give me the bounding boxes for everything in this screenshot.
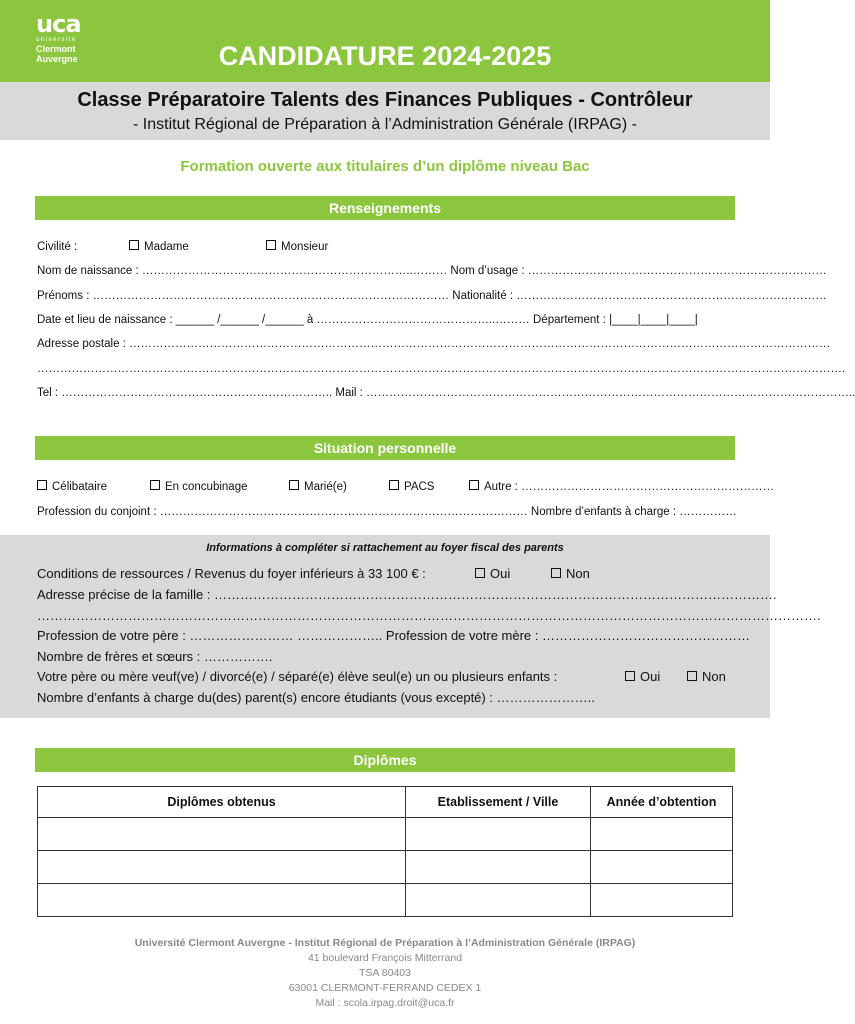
option-autre[interactable]: Autre : ………………………………………………………… <box>469 479 774 495</box>
page-title: CANDIDATURE 2024-2025 <box>218 41 552 71</box>
parent-seul-label: Votre père ou mère veuf(ve) / divorcé(e) / séparé(e) élève seul(e) un ou plusieurs enfants : <box>37 669 558 684</box>
footer-tsa: TSA 80403 <box>359 967 411 979</box>
checkbox-icon[interactable] <box>551 568 561 578</box>
enfants-etudiants-field[interactable]: Nombre d’enfants à charge du(des) parent(s) encore étudiants (vous excepté) : ………………….. <box>37 690 595 705</box>
cell-diplome[interactable] <box>38 884 406 917</box>
col-etablissement: Etablissement / Ville <box>406 787 591 818</box>
cell-diplome[interactable] <box>38 851 406 884</box>
section-situation: Situation personnelle <box>35 436 735 460</box>
checkbox-icon[interactable] <box>687 671 697 681</box>
profession-conjoint-field[interactable]: Profession du conjoint : …………………………………………………………………………………… Nombre d’enfants à charge : …………… <box>37 506 737 518</box>
cell-annee[interactable] <box>591 884 733 917</box>
cell-etablissement[interactable] <box>406 851 591 884</box>
adresse-field[interactable]: Adresse postale : ………………………………………………………………………………………………………………………………………………………………… <box>37 338 831 350</box>
conditions-non[interactable]: Non <box>551 565 590 583</box>
footer-address: 41 boulevard François Mitterrand <box>307 952 463 964</box>
date-lieu-field[interactable]: Date et lieu de naissance : ______ /______ /______ à ………………………………………..……… Département : |____|____|____| <box>37 314 698 326</box>
parent-seul-row <box>37 668 734 686</box>
logo-small-text: université <box>36 37 77 43</box>
logo-mark: uca <box>36 10 81 38</box>
parent-seul-non[interactable]: Non <box>687 668 726 686</box>
formation-notice: Formation ouverte aux titulaires d’un diplôme niveau Bac <box>180 158 590 175</box>
page-header <box>0 0 770 82</box>
conditions-row <box>37 565 734 583</box>
parent-seul-oui[interactable]: Oui <box>625 668 660 686</box>
checkbox-icon[interactable] <box>289 480 299 490</box>
checkbox-icon[interactable] <box>389 480 399 490</box>
cell-annee[interactable] <box>591 818 733 851</box>
cell-diplome[interactable] <box>38 818 406 851</box>
option-marie[interactable]: Marié(e) <box>289 479 347 495</box>
logo-line1: Clermont <box>36 44 76 54</box>
civilite-label: Civilité : <box>37 241 78 253</box>
conditions-oui[interactable]: Oui <box>475 565 510 583</box>
section-diplomes: Diplômes <box>35 748 735 772</box>
program-title: Classe Préparatoire Talents des Finances Publiques - Contrôleur <box>77 89 693 111</box>
professions-parents-field[interactable]: Profession de votre père : …………………… ……………….. Profession de votre mère : ………………………………………… <box>37 628 750 643</box>
col-annee: Année d’obtention <box>591 787 733 818</box>
checkbox-icon[interactable] <box>266 240 276 250</box>
civilite-row <box>37 239 734 255</box>
madame-option[interactable]: Madame <box>129 239 189 255</box>
col-diplomes: Diplômes obtenus <box>38 787 406 818</box>
checkbox-icon[interactable] <box>37 480 47 490</box>
section-renseignements: Renseignements <box>35 196 735 220</box>
table-row <box>38 884 733 917</box>
institute-subtitle: - Institut Régional de Préparation à l’Administration Générale (IRPAG) - <box>133 116 637 133</box>
cell-etablissement[interactable] <box>406 884 591 917</box>
footer-institution: Université Clermont Auvergne - Institut Régional de Préparation à l’Administration Générale (IRPAG) <box>134 937 636 949</box>
footer-city: 63001 CLERMONT-FERRAND CEDEX 1 <box>288 982 482 994</box>
prenoms-field[interactable]: Prénoms : ………………………………………………………………………………… Nationalité : ……………………………………………………………………… <box>37 290 827 302</box>
cell-annee[interactable] <box>591 851 733 884</box>
checkbox-icon[interactable] <box>129 240 139 250</box>
subheader-band <box>0 82 770 140</box>
tel-mail-field[interactable]: Tel : …………………………………………………………….. Mail : ……………………………………………………………………………………………………………….. <box>37 387 855 399</box>
option-celibataire[interactable]: Célibataire <box>37 479 107 495</box>
checkbox-icon[interactable] <box>625 671 635 681</box>
table-header-row <box>38 787 733 818</box>
table-row <box>38 818 733 851</box>
footer-mail[interactable]: Mail : scola.irpag.droit@uca.fr <box>315 997 455 1009</box>
situation-options <box>37 479 775 495</box>
logo-line2: Auvergne <box>36 54 78 64</box>
adresse-famille-field[interactable]: Adresse précise de la famille : …………………………………………………………………………………………………………………. <box>37 587 777 602</box>
adresse-field-2[interactable]: …………………………………………………………………………………………………………………………………………………………………………………………. <box>37 363 846 375</box>
checkbox-icon[interactable] <box>469 480 479 490</box>
option-pacs[interactable]: PACS <box>389 479 434 495</box>
checkbox-icon[interactable] <box>475 568 485 578</box>
table-row <box>38 851 733 884</box>
page-footer <box>0 936 770 1011</box>
cell-etablissement[interactable] <box>406 818 591 851</box>
checkbox-icon[interactable] <box>150 480 160 490</box>
diplomes-table <box>37 786 733 917</box>
monsieur-option[interactable]: Monsieur <box>266 239 328 255</box>
nom-field[interactable]: Nom de naissance : ……………………………………………………………..……… Nom d’usage : …………………………………………………………………… <box>37 265 827 277</box>
foyer-title: Informations à compléter si rattachement au foyer fiscal des parents <box>206 542 564 554</box>
option-concubinage[interactable]: En concubinage <box>150 479 247 495</box>
freres-soeurs-field[interactable]: Nombre de frères et sœurs : ……………. <box>37 649 273 664</box>
conditions-label: Conditions de ressources / Revenus du foyer inférieurs à 33 100 € : <box>37 566 426 581</box>
adresse-famille-field-2[interactable]: ………………………………………………………………………………………………………………………………………………………………. <box>37 608 821 623</box>
